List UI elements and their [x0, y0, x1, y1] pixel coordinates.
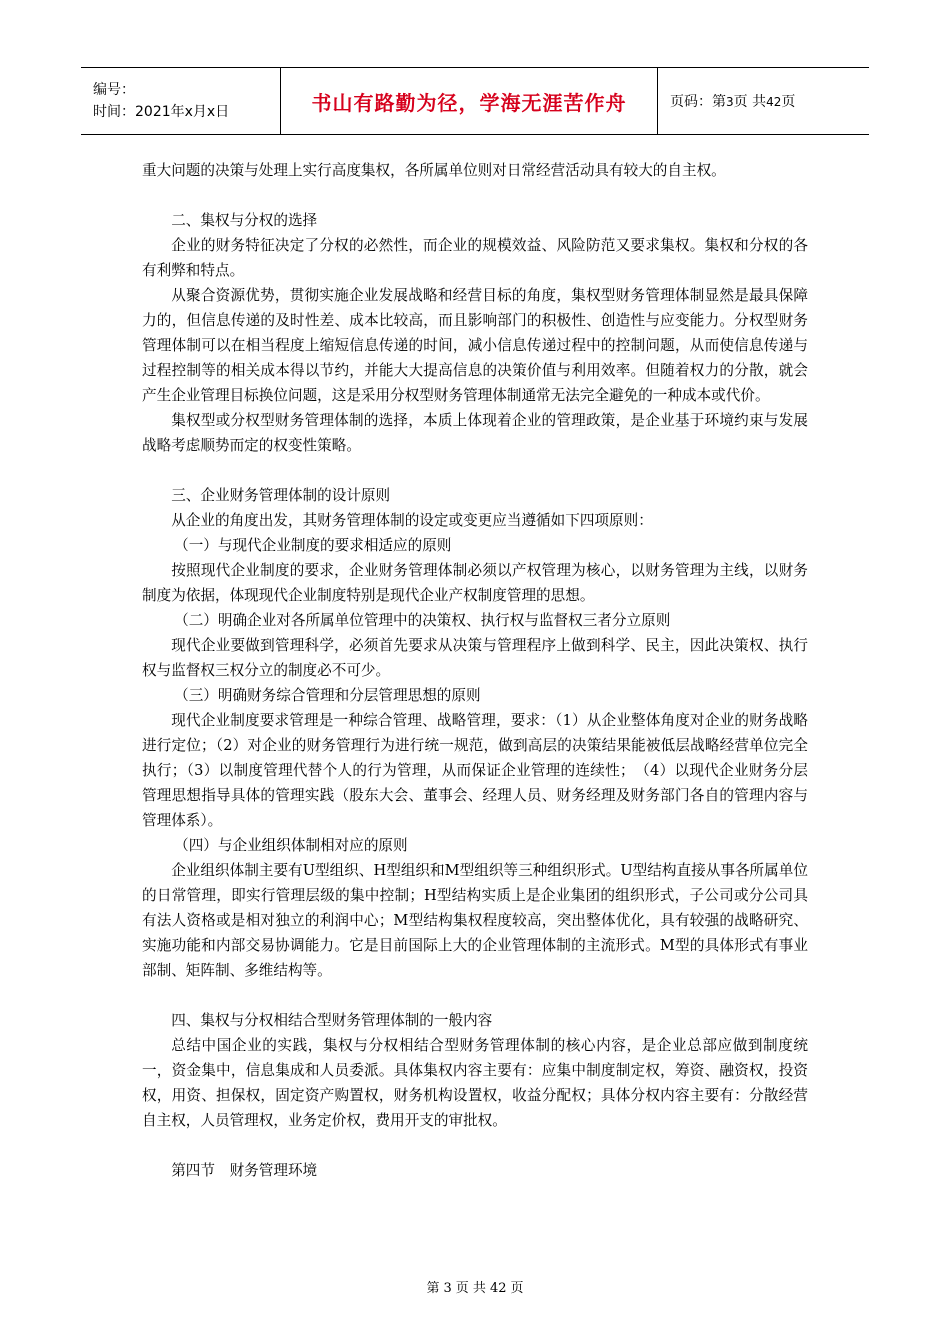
page-header — [81, 67, 869, 135]
paragraph: 从聚合资源优势，贯彻实施企业发展战略和经营目标的角度，集权型财务管理体制显然是最具保障力的，但信息传递的及时性差、成本比较高，而且影响部门的积极性、创造性与应变能力。分权型财务管理体制可以在相当程度上缩短信息传递的时间，减小信息传递过程中的控制问题，从而使信息传递与过程控制等的相关成本得以节约，并能大大提高信息的决策价值与利用效率。但随着权力的分散，就会产生企业管理目标换位问题，这是采用分权型财务管理体制通常无法完全避免的一种成本或代价。 — [142, 287, 808, 404]
footer-prefix: 第 — [426, 1281, 440, 1296]
page-total: 42 — [766, 95, 782, 109]
subsection-heading: （四）与企业组织体制相对应的原则 — [174, 837, 408, 854]
subsection-heading: （三）明确财务综合管理和分层管理思想的原则 — [174, 687, 481, 704]
chapter-heading: 第四节 财务管理环境 — [171, 1162, 318, 1179]
paragraph: 企业的财务特征决定了分权的必然性，而企业的规模效益、风险防范又要求集权。集权和分权的各有利弊和特点。 — [142, 237, 808, 279]
subsection-heading: （一）与现代企业制度的要求相适应的原则 — [174, 537, 452, 554]
page-suffix: 页 — [781, 94, 796, 110]
header-info-cell — [81, 68, 281, 134]
serial-label: 编号： — [93, 82, 135, 98]
page-footer — [0, 1277, 950, 1296]
paragraph: 集权型或分权型财务管理体制的选择，本质上体现着企业的管理政策，是企业基于环境约束与发展战略考虑顺势而定的权变性策略。 — [142, 412, 808, 454]
paragraph: 重大问题的决策与处理上实行高度集权，各所属单位则对日常经营活动具有较大的自主权。 — [142, 162, 726, 179]
page-mid: 页 共 — [733, 94, 767, 110]
paragraph: 按照现代企业制度的要求，企业财务管理体制必须以产权管理为核心，以财务管理为主线，以财务制度为依据，体现现代企业制度特别是现代企业产权制度管理的思想。 — [142, 562, 808, 604]
subsection-heading: （二）明确企业对各所属单位管理中的决策权、执行权与监督权三者分立原则 — [174, 612, 671, 629]
paragraph: 现代企业制度要求管理是一种综合管理、战略管理，要求：（1）从企业整体角度对企业的财务战略进行定位；（2）对企业的财务管理行为进行统一规范，做到高层的决策结果能被低层战略经营单位完全执行；（3）以制度管理代替个人的行为管理，从而保证企业管理的连续性； （4）以现代企业财务分层管理思想指导具体的管理实践（股东大会、董事会、经理人员、财务经理及财务部门各自的管理内容与管理体系）。 — [142, 712, 808, 829]
section-heading: 三、企业财务管理体制的设计原则 — [171, 487, 391, 504]
paragraph: 现代企业要做到管理科学，必须首先要求从决策与管理程序上做到科学、民主，因此决策权、执行权与监督权三权分立的制度必不可少。 — [142, 637, 808, 679]
section-heading: 二、集权与分权的选择 — [171, 212, 318, 229]
page-prefix: 页码：第 — [670, 94, 726, 110]
footer-current: 3 — [443, 1281, 452, 1296]
header-motto-cell — [281, 68, 658, 134]
paragraph: 企业组织体制主要有U型组织、H型组织和M型组织等三种组织形式。U型结构直接从事各所属单位的日常管理，即实行管理层级的集中控制；H型结构实质上是企业集团的组织形式，子公司或分公司具有法人资格或是相对独立的利润中心；M型结构集权程度较高，突出整体优化，具有较强的战略研究、实施功能和内部交易协调能力。它是目前国际上大的企业管理体制的主流形式。M型的具体形式有事业部制、矩阵制、多维结构等。 — [142, 862, 808, 979]
page-current: 3 — [726, 95, 734, 109]
section-heading: 四、集权与分权相结合型财务管理体制的一般内容 — [171, 1012, 493, 1029]
motto-text: 书山有路勤为径，学海无涯苦作舟 — [311, 90, 627, 115]
paragraph: 总结中国企业的实践，集权与分权相结合型财务管理体制的核心内容，是企业总部应做到制度统一，资金集中，信息集成和人员委派。具体集权内容主要有：应集中制度制定权，筹资、融资权，投资权，用资、担保权，固定资产购置权，财务机构设置权，收益分配权；具体分权内容主要有：分散经营自主权，人员管理权，业务定价权，费用开支的审批权。 — [142, 1037, 808, 1129]
document-body — [142, 158, 808, 1183]
footer-suffix: 页 — [510, 1281, 524, 1296]
footer-total: 42 — [489, 1281, 507, 1296]
header-page-number — [670, 91, 869, 111]
header-page-cell — [658, 68, 869, 134]
paragraph: 从企业的角度出发，其财务管理体制的设定或变更应当遵循如下四项原则： — [171, 512, 653, 529]
time-label: 时间：2021年x月x日 — [93, 104, 230, 120]
footer-mid: 页 共 — [455, 1281, 486, 1296]
